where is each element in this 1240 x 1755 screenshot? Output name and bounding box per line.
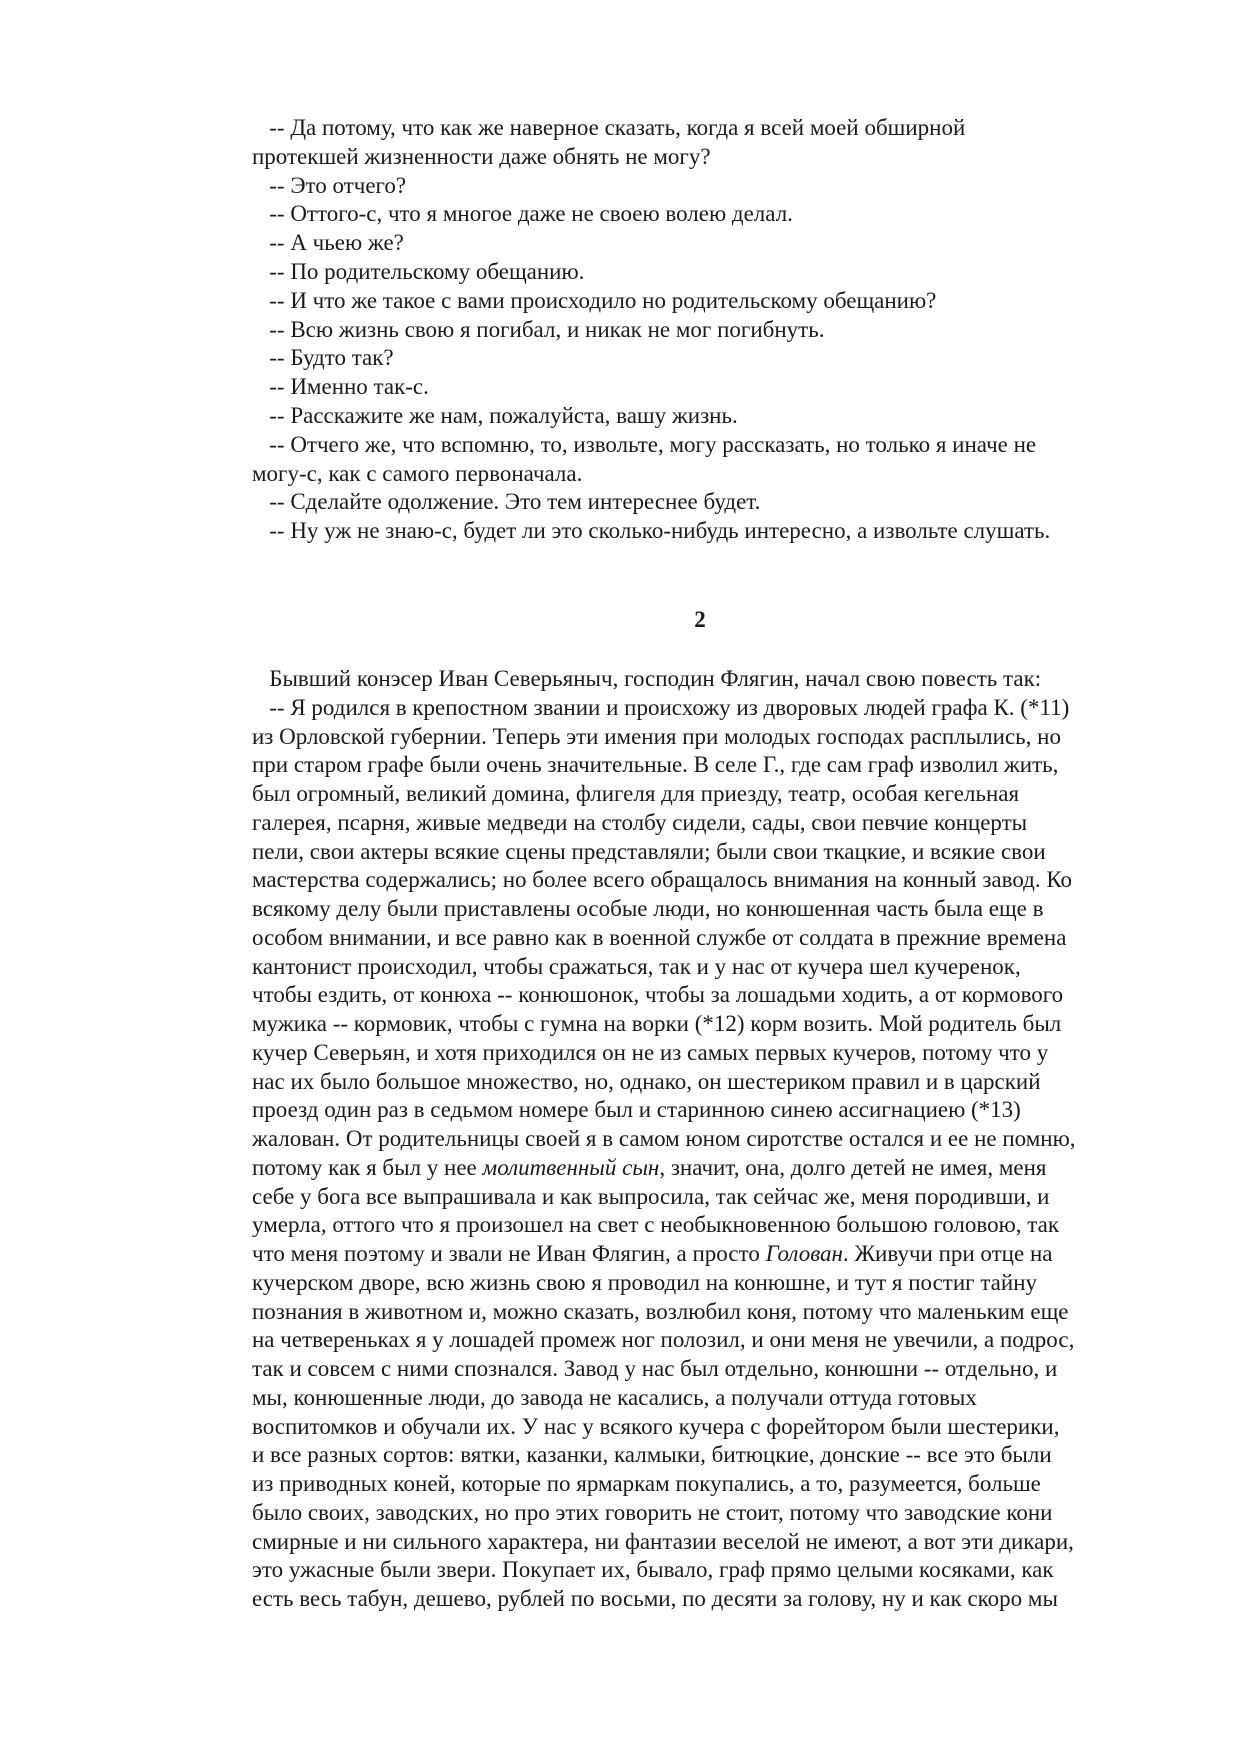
- body-line: [252, 1240, 1172, 1269]
- dialogue-line: -- А чьею же?: [252, 230, 404, 256]
- body-line: [252, 1154, 1172, 1183]
- dialogue-line: -- Ну уж не знаю-с, будет ли это сколько-нибудь интересно, а извольте слушать.: [252, 518, 1051, 544]
- body-line: при старом графе были очень значительные. В селе Г., где сам граф изволил жить,: [252, 752, 1059, 778]
- dialogue-block: [252, 114, 1172, 546]
- dialogue-line: могу-с, как с самого первоначала.: [252, 460, 583, 486]
- dialogue-line: -- Сделайте одолжение. Это тем интереснее будет.: [252, 489, 761, 515]
- body-line: чтобы ездить, от конюха -- конюшонок, чтобы за лошадьми ходить, а от кормового: [252, 982, 1064, 1008]
- body-line: и все разных сортов: вятки, казанки, калмыки, битюцкие, донские -- все это были: [252, 1442, 1052, 1468]
- italic-phrase: Голован: [765, 1241, 843, 1266]
- body-line: галерея, псарня, живые медведи на столбу сидели, сады, свои певчие концерты: [252, 809, 1028, 835]
- body-line: из приводных коней, которые по ярмаркам покупались, а то, разумеется, больше: [252, 1471, 1041, 1496]
- body-line: -- Я родился в крепостном звании и происхожу из дворовых людей графа К. (*11): [252, 694, 1070, 720]
- body-line: воспитомков и обучали их. У нас у всякого кучера с форейтором были шестерики,: [252, 1413, 1060, 1439]
- body-text-segment: . Живучи при отце на: [842, 1241, 1053, 1266]
- dialogue-line: -- Оттого-с, что я многое даже не своею волею делал.: [252, 201, 793, 227]
- chapter-heading: [0, 607, 1240, 633]
- body-line: познания в животном и, можно сказать, возлюбил коня, потому что маленьким еще: [252, 1298, 1069, 1324]
- body-line: был огромный, великий домина, флигеля для приезду, театр, особая кегельная: [252, 781, 1020, 806]
- body-text-segment: потому как я был у нее: [252, 1154, 483, 1180]
- body-line: Бывший конэсер Иван Северьяныч, господин Флягин, начал свою повесть так:: [252, 666, 1042, 691]
- body-line: пели, свои актеры всякие сцены представляли; были свои ткацкие, и всякие свои: [252, 838, 1046, 864]
- body-line: нас их было большое множество, но, однако, он шестериком правил и в царский: [252, 1068, 1041, 1094]
- dialogue-line: -- Расскажите же нам, пожалуйста, вашу жизнь.: [252, 402, 738, 428]
- dialogue-line: -- Это отчего?: [252, 172, 407, 198]
- body-line: всякому делу были приставлены особые люди, но конюшенная часть была еще в: [252, 896, 1044, 921]
- chapter-body: [252, 665, 1172, 1614]
- body-line: из Орловской губернии. Теперь эти имения при молодых господах расплылись, но: [252, 723, 1061, 749]
- dialogue-line: -- И что же такое с вами происходило но родительскому обещанию?: [252, 287, 937, 313]
- body-line: умерла, оттого что я произошел на свет с необыкновенною большою головою, так: [252, 1212, 1060, 1238]
- body-line: себе у бога все выпрашивала и как выпросила, так сейчас же, меня породивши, и: [252, 1183, 1050, 1209]
- body-line: на четвереньках я у лошадей промеж ног полозил, и они меня не увечили, а подрос,: [252, 1327, 1075, 1353]
- body-line: особом внимании, и все равно как в военной службе от солдата в прежние времена: [252, 924, 1067, 950]
- body-line: кучерском дворе, всю жизнь свою я проводил на конюшне, и тут я постиг тайну: [252, 1269, 1037, 1295]
- chapter-number: 2: [694, 607, 706, 632]
- body-line: смирные и ни сильного характера, ни фантазии веселой не имеют, а вот эти дикари,: [252, 1528, 1074, 1554]
- body-line: проезд один раз в седьмом номере был и старинною синею ассигнациею (*13): [252, 1097, 1021, 1123]
- body-line: кучер Северьян, и хотя приходился он не из самых первых кучеров, потому что у: [252, 1039, 1049, 1065]
- body-line: было своих, заводских, но про этих говорить не стоит, потому что заводские кони: [252, 1499, 1053, 1525]
- dialogue-line: протекшей жизненности даже обнять не могу?: [252, 143, 711, 169]
- dialogue-line: -- Да потому, что как же наверное сказать, когда я всей моей обширной: [252, 115, 966, 140]
- dialogue-line: -- Всю жизнь свою я погибал, и никак не мог погибнуть.: [252, 316, 825, 342]
- dialogue-line: -- Именно так-с.: [252, 374, 429, 400]
- dialogue-line: -- По родительскому обещанию.: [252, 258, 585, 284]
- body-line: это ужасные были звери. Покупает их, бывало, граф прямо целыми косяками, как: [252, 1557, 1054, 1583]
- body-line: мужика -- кормовик, чтобы с гумна на ворки (*12) корм возить. Мой родитель был: [252, 1011, 1062, 1036]
- dialogue-line: -- Будто так?: [252, 345, 394, 371]
- body-line: так и совсем с ними спознался. Завод у нас был отдельно, конюшни -- отдельно, и: [252, 1356, 1058, 1381]
- dialogue-line: -- Отчего же, что вспомню, то, извольте, могу рассказать, но только я иначе не: [252, 431, 1037, 457]
- body-text-segment: , значит, она, долго детей не имея, меня: [659, 1154, 1047, 1180]
- italic-phrase: молитвенный сын: [482, 1154, 660, 1180]
- body-line: жалован. От родительницы своей я в самом юном сиротстве остался и ее не помню,: [252, 1126, 1076, 1151]
- body-line: мастерства содержались; но более всего обращалось внимания на конный завод. Ко: [252, 867, 1073, 893]
- body-line: мы, конюшенные люди, до завода не касались, а получали оттуда готовых: [252, 1384, 977, 1410]
- body-line: кантонист происходил, чтобы сражаться, так и у нас от кучера шел кучеренок,: [252, 953, 1021, 979]
- body-line: есть весь табун, дешево, рублей по восьми, по десяти за голову, ну и как скоро мы: [252, 1586, 1058, 1611]
- body-text-segment: что меня поэтому и звали не Иван Флягин, а просто: [252, 1241, 766, 1266]
